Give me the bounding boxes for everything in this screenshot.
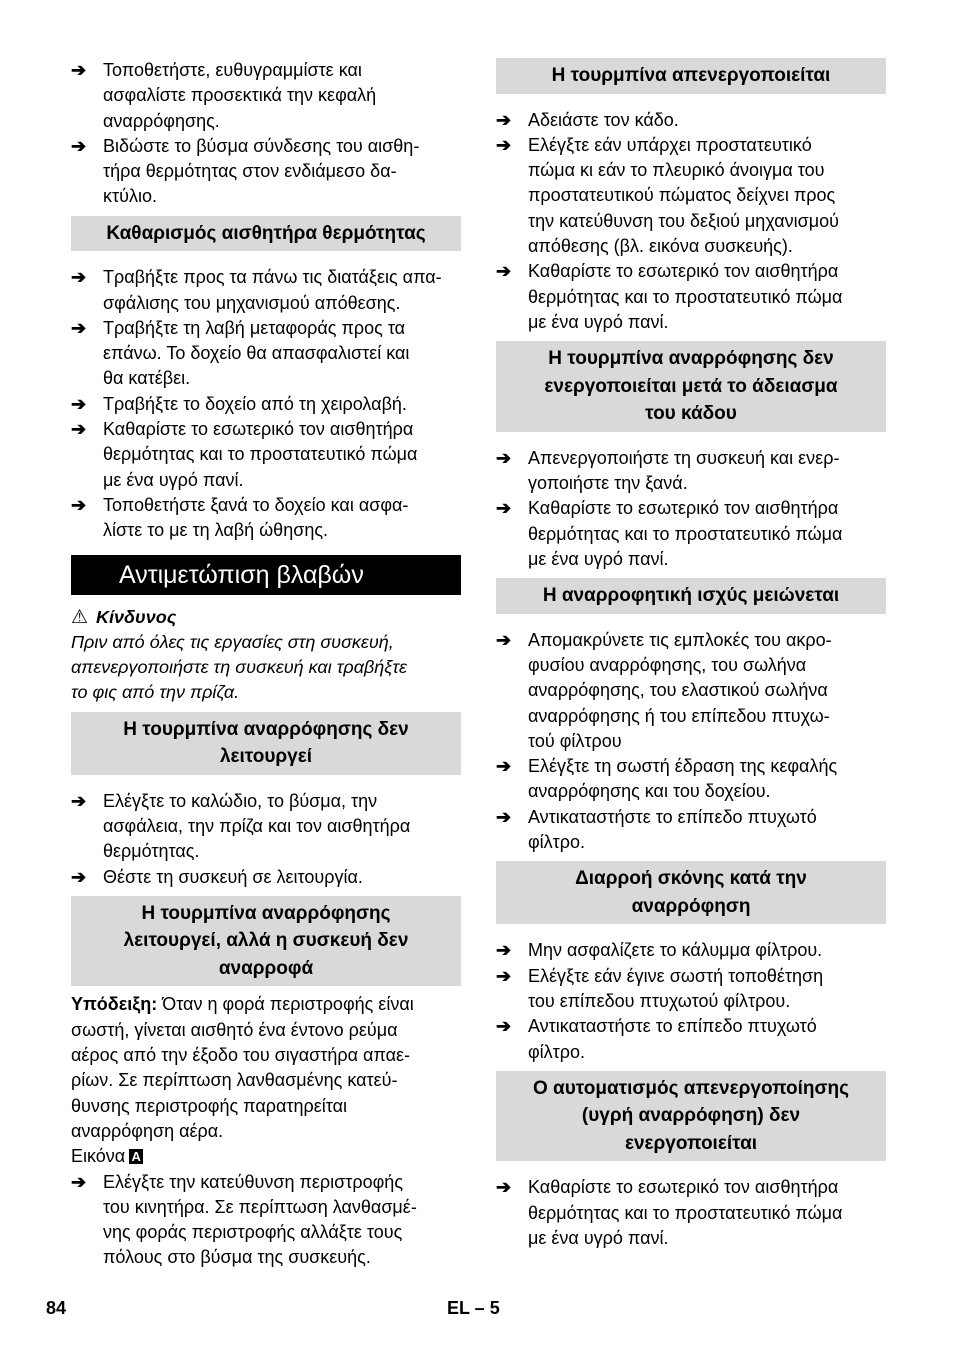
bullet-line: Καθαρίστε το εσωτερικό τον αισθητήρα (103, 419, 414, 440)
bullet-line: πώμα κι εάν το πλευρικό άνοιγμα του (528, 160, 825, 181)
arrow-right-icon: ➔ (71, 317, 87, 338)
arrow-right-icon: ➔ (71, 267, 87, 288)
heading-turbine-switches-off: Η τουρμπίνα απενεργοποιείται (496, 58, 886, 94)
arrow-right-icon: ➔ (496, 940, 512, 961)
bullet-line: Ελέγξτε εάν υπάρχει προστατευτικό (528, 134, 812, 155)
bullet-item (496, 938, 886, 963)
danger-text: Πριν από όλες τις εργασίες στη συσκευή, απενεργοποιήστε τη συσκευή και τραβήξτε το φις από την πρίζα. (71, 631, 407, 703)
bullet-item (71, 316, 461, 392)
bullet-line: λίστε το με τη λαβή ώθησης. (103, 520, 328, 541)
bullet-item (71, 392, 461, 417)
bullet-line: Τοποθετήστε ξανά το δοχείο και ασφα- (103, 494, 409, 515)
arrow-right-icon: ➔ (71, 135, 87, 156)
bullet-line: Τραβήξτε προς τα πάνω τις διατάξεις απα- (103, 267, 442, 288)
turbine-not-on-after-emptying-bullets (496, 446, 886, 572)
bullet-line: πόλους στο βύσμα της συσκευής. (103, 1247, 371, 1268)
bullet-line: φίλτρο. (528, 1041, 586, 1062)
arrow-right-icon: ➔ (71, 393, 87, 414)
arrow-right-icon: ➔ (71, 60, 87, 80)
bullet-line: με ένα υγρό πανί. (528, 548, 669, 569)
heading-suction-power-reduced: Η αναρροφητική ισχύς μειώνεται (496, 578, 886, 614)
bullet-line: φίλτρο. (528, 832, 586, 853)
section-title-troubleshooting: Αντιμετώπιση βλαβών (71, 555, 461, 595)
bullet-line: ασφάλεια, την πρίζα και τον αισθητήρα (103, 816, 411, 837)
heading-auto-shutoff-not-working: Ο αυτοματισμός απενεργοποίησης (υγρή αναρρόφηση) δεν ενεργοποιείται (496, 1071, 886, 1162)
arrow-right-icon: ➔ (496, 629, 512, 650)
bullet-item (496, 628, 886, 754)
bullet-line: του επίπεδου πτυχωτού φίλτρου. (528, 990, 791, 1011)
arrow-right-icon: ➔ (496, 447, 512, 468)
bullet-item (71, 789, 461, 865)
bullet-line: την κατεύθυνση του δεξιού μηχανισμού (528, 210, 840, 231)
bullet-line: Βιδώστε το βύσμα σύνδεσης του αισθη- (103, 135, 420, 156)
figure-label: Εικόνα (71, 1146, 126, 1167)
bullet-line: θερμότητας. (103, 841, 200, 862)
bullet-item (496, 1175, 886, 1251)
bullet-line: με ένα υγρό πανί. (528, 311, 669, 332)
bullet-line: Ελέγξτε το καλώδιο, το βύσμα, την (103, 790, 378, 811)
heading-turbine-not-working: Η τουρμπίνα αναρρόφησης δεν λειτουργεί (71, 712, 461, 775)
figure-letter-icon: A (129, 1149, 143, 1164)
dust-leak-bullets (496, 938, 886, 1064)
suction-power-reduced-bullets (496, 628, 886, 856)
arrow-right-icon: ➔ (496, 498, 512, 519)
turbine-works-no-suction-bullets (71, 1170, 461, 1271)
bullet-line: Αδειάστε τον κάδο. (528, 109, 679, 130)
bullet-line: τήρα θερμότητας στον ενδιάμεσο δα- (103, 161, 397, 182)
auto-shutoff-bullets (496, 1175, 886, 1251)
bullet-line: σφάλισης του μηχανισμού απόθεσης. (103, 292, 401, 313)
bullet-item (71, 865, 461, 890)
heading-turbine-not-on-after-emptying: Η τουρμπίνα αναρρόφησης δεν ενεργοποιείται μετά το άδειασμα του κάδου (496, 341, 886, 432)
bullet-line: Ελέγξτε εάν έγινε σωστή τοποθέτηση (528, 965, 824, 986)
bullet-line: με ένα υγρό πανί. (103, 469, 244, 490)
heading-cleaning-heat-sensor: Καθαρισμός αισθητήρα θερμότητας (71, 216, 461, 252)
bullet-item (496, 805, 886, 856)
bullet-item (496, 1014, 886, 1065)
bullet-line: Αντικαταστήστε το επίπεδο πτυχωτό (528, 1016, 817, 1037)
left-column (71, 58, 461, 1271)
page-number: 84 (46, 1298, 67, 1318)
intro-bullets (71, 58, 461, 210)
bullet-item (71, 58, 461, 134)
arrow-right-icon: ➔ (496, 806, 512, 827)
bullet-item (71, 417, 461, 493)
bullet-line: Ελέγξτε την κατεύθυνση περιστροφής (103, 1171, 403, 1192)
bullet-line: Αντικαταστήστε το επίπεδο πτυχωτό (528, 806, 817, 827)
danger-label: Κίνδυνος (96, 606, 177, 627)
bullet-line: Τραβήξτε το δοχείο από τη χειρολαβή. (103, 393, 407, 414)
arrow-right-icon: ➔ (71, 790, 87, 811)
bullet-line: Τοποθετήστε, ευθυγραμμίστε και (103, 60, 362, 80)
bullet-line: Καθαρίστε το εσωτερικό τον αισθητήρα (528, 1177, 839, 1198)
turbine-not-working-bullets (71, 789, 461, 890)
bullet-line: θερμότητας και το προστατευτικό πώμα (103, 444, 418, 465)
heading-dust-leak: Διαρροή σκόνης κατά την αναρρόφηση (496, 861, 886, 924)
bullet-line: με ένα υγρό πανί. (528, 1227, 669, 1248)
bullet-item (496, 496, 886, 572)
bullet-line: του κινητήρα. Σε περίπτωση λανθασμέ- (103, 1196, 417, 1217)
arrow-right-icon: ➔ (71, 494, 87, 515)
arrow-right-icon: ➔ (496, 261, 512, 282)
arrow-right-icon: ➔ (71, 1171, 87, 1192)
arrow-right-icon: ➔ (496, 1177, 512, 1198)
bullet-line: Ελέγξτε τη σωστή έδραση της κεφαλής (528, 756, 838, 777)
bullet-item (496, 133, 886, 259)
note-text: Όταν η φορά περιστροφής είναι σωστή, γίνεται αισθητό ένα έντονο ρεύμα αέρος από την έξοδο του σιγαστήρα απαε- ρίων. Σε περίπτωση λανθασμένης κατεύ- θυνσης περιστροφής παρατηρείται αναρρόφηση αέρα. (71, 994, 414, 1141)
arrow-right-icon: ➔ (496, 134, 512, 155)
arrow-right-icon: ➔ (496, 109, 512, 130)
bullet-item (71, 493, 461, 544)
arrow-right-icon: ➔ (71, 419, 87, 440)
bullet-line: τού φίλτρου (528, 730, 622, 751)
bullet-item (496, 108, 886, 133)
bullet-line: γοποιήστε την ξανά. (528, 472, 688, 493)
bullet-item (496, 259, 886, 335)
bullet-line: φυσίου αναρρόφησης, του σωλήνα (528, 654, 807, 675)
footer-lang-page: EL – 5 (447, 1298, 500, 1318)
bullet-item (71, 1170, 461, 1271)
bullet-line: αναρρόφησης, του ελαστικού σωλήνα (528, 680, 828, 701)
heading-turbine-works-no-suction: Η τουρμπίνα αναρρόφησης λειτουργεί, αλλά η συσκευή δεν αναρροφά (71, 896, 461, 987)
bullet-item (496, 754, 886, 805)
bullet-line: Απομακρύνετε τις εμπλοκές του ακρο- (528, 629, 832, 650)
bullet-line: Απενεργοποιήστε τη συσκευή και ενερ- (528, 447, 840, 468)
bullet-line: επάνω. Το δοχείο θα απασφαλιστεί και (103, 343, 410, 364)
arrow-right-icon: ➔ (496, 965, 512, 986)
cleaning-bullets (71, 265, 461, 543)
bullet-item (496, 964, 886, 1015)
bullet-line: προστατευτικού πώματος δείχνει προς (528, 185, 836, 206)
bullet-line: θερμότητας και το προστατευτικό πώμα (528, 523, 843, 544)
bullet-item (496, 446, 886, 497)
bullet-item (71, 134, 461, 210)
arrow-right-icon: ➔ (496, 756, 512, 777)
bullet-line: απόθεσης (βλ. εικόνα συσκευής). (528, 235, 793, 256)
bullet-line: Καθαρίστε το εσωτερικό τον αισθητήρα (528, 498, 839, 519)
bullet-line: Καθαρίστε το εσωτερικό τον αισθητήρα (528, 261, 839, 282)
note-paragraph (71, 992, 461, 1144)
bullet-line: Θέστε τη συσκευή σε λειτουργία. (103, 866, 363, 887)
bullet-line: θα κατέβει. (103, 368, 191, 389)
note-label: Υπόδειξη: (71, 994, 158, 1015)
bullet-line: θερμότητας και το προστατευτικό πώμα (528, 286, 843, 307)
bullet-line: αναρρόφησης ή του επίπεδου πτυχω- (528, 705, 830, 726)
warning-triangle-icon: ⚠ (71, 606, 89, 628)
bullet-line: Μην ασφαλίζετε το κάλυμμα φίλτρου. (528, 940, 823, 961)
danger-heading (71, 605, 461, 630)
bullet-line: αναρρόφησης. (103, 110, 220, 131)
turbine-switches-off-bullets (496, 108, 886, 336)
bullet-item (71, 265, 461, 316)
bullet-line: νης φοράς περιστροφής αλλάξτε τους (103, 1222, 403, 1243)
bullet-line: θερμότητας και το προστατευτικό πώμα (528, 1202, 843, 1223)
bullet-line: αναρρόφησης και του δοχείου. (528, 781, 771, 802)
bullet-line: κτύλιο. (103, 186, 157, 207)
figure-reference (71, 1144, 461, 1169)
bullet-line: ασφαλίστε προσεκτικά την κεφαλή (103, 85, 377, 106)
arrow-right-icon: ➔ (71, 866, 87, 887)
bullet-line: Τραβήξτε τη λαβή μεταφοράς προς τα (103, 317, 406, 338)
arrow-right-icon: ➔ (496, 1016, 512, 1037)
right-column (496, 58, 886, 1251)
